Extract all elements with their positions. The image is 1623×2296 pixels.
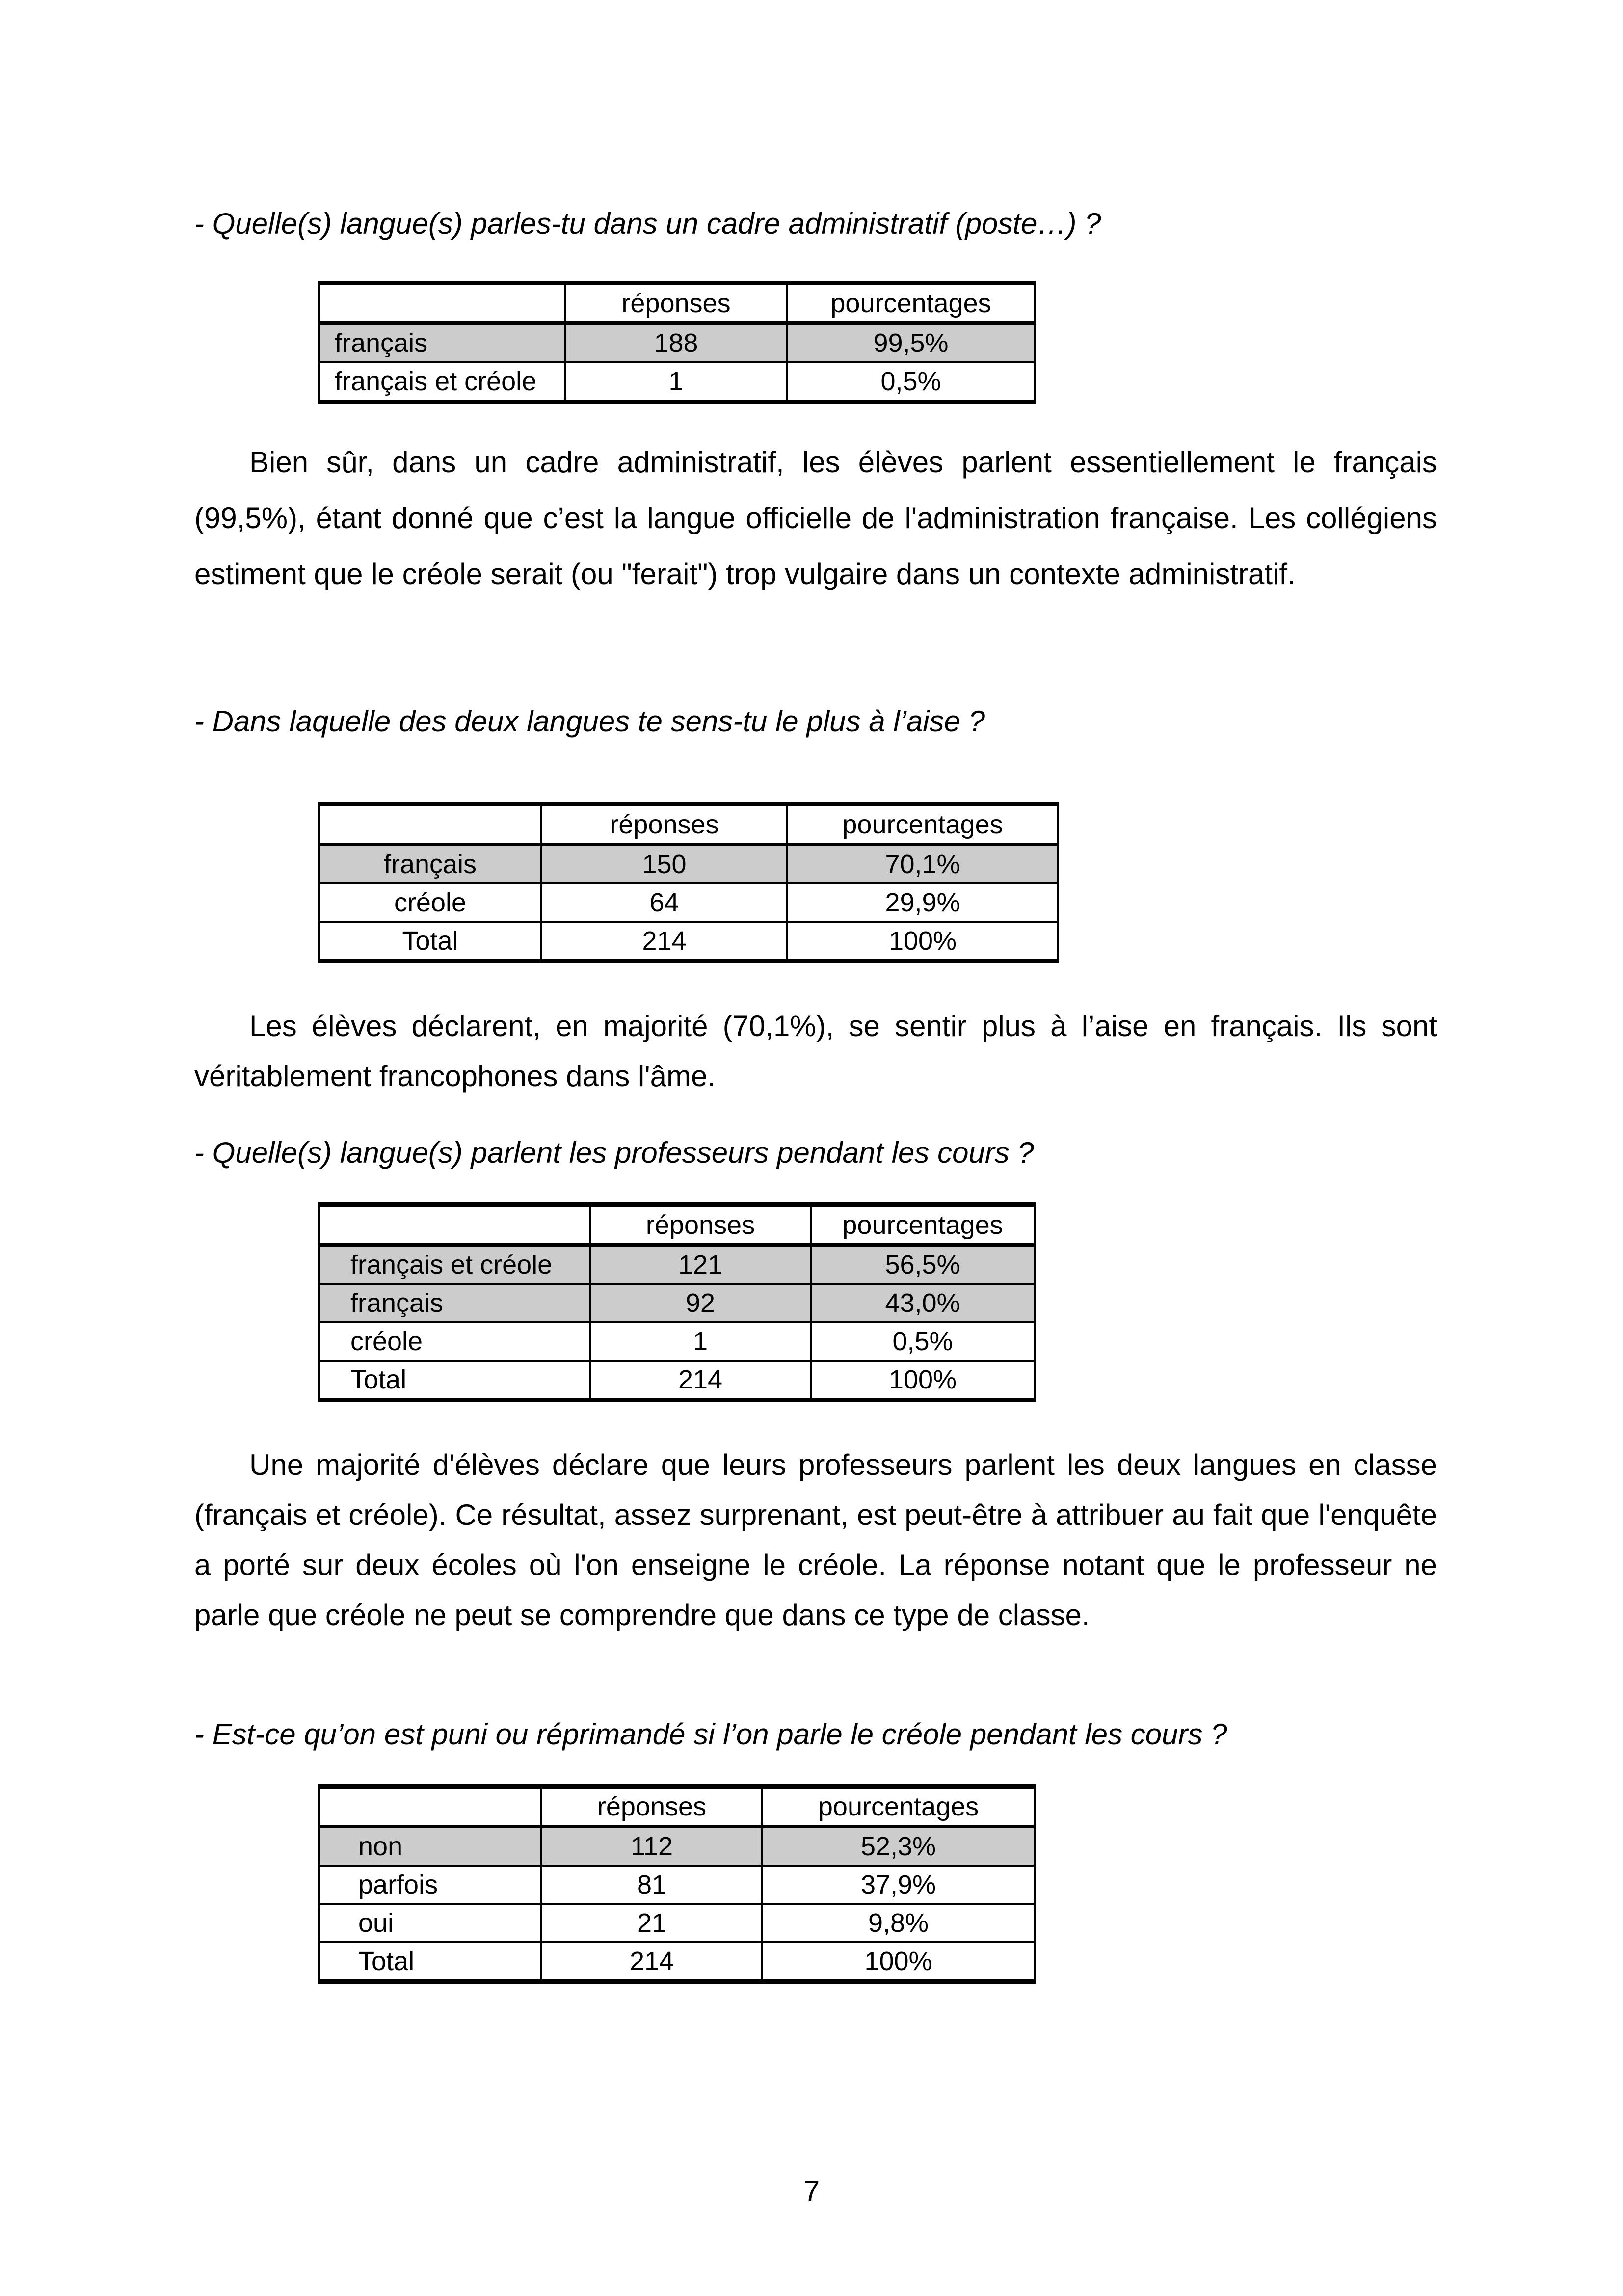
row-pourcentage: 56,5%: [811, 1245, 1035, 1284]
table-row: [319, 323, 1035, 363]
row-pourcentage: 52,3%: [762, 1827, 1035, 1866]
header-empty: [319, 1787, 541, 1827]
header-pourcentages: pourcentages: [787, 804, 1058, 845]
table-header-row: [319, 1205, 1035, 1245]
comment-teachers-language: Une majorité d'élèves déclare que leurs professeurs parlent les deux langues en classe (français et créole). Ce résultat, assez surprenant, est peut-être à attribuer au fait que l'enquête a porté sur deux écoles où l'on enseigne le créole. La réponse notant que le professeur ne parle que créole ne peut se comprendre que dans ce type de classe.: [194, 1448, 1437, 1631]
table-row: [319, 1245, 1035, 1284]
question-comfort-language: - Dans laquelle des deux langues te sens-tu le plus à l’aise ?: [194, 705, 985, 738]
row-reponses: 188: [565, 323, 787, 363]
row-label: parfois: [319, 1866, 541, 1904]
table-row: [319, 1827, 1035, 1866]
row-reponses: 150: [541, 845, 787, 884]
table-row: [319, 1904, 1035, 1942]
question-punishment: - Est-ce qu’on est puni ou réprimandé si l’on parle le créole pendant les cours ?: [194, 1718, 1227, 1751]
row-pourcentage: 37,9%: [762, 1866, 1035, 1904]
row-reponses: 64: [541, 883, 787, 922]
row-label: français: [319, 845, 541, 884]
comment-admin-language: Bien sûr, dans un cadre administratif, les élèves parlent essentiellement le français (99,5%), étant donné que c’est la langue officielle de l'administration française. Les collégiens estiment que le créole serait (ou "ferait") trop vulgaire dans un contexte administratif.: [194, 446, 1437, 590]
row-reponses: 92: [590, 1284, 811, 1322]
table-header-row: [319, 1787, 1035, 1827]
row-reponses: 112: [541, 1827, 762, 1866]
table-row: [319, 845, 1058, 884]
table-header-row: [319, 804, 1058, 845]
header-pourcentages: pourcentages: [762, 1787, 1035, 1827]
row-pourcentage: 29,9%: [787, 883, 1058, 922]
row-reponses: 81: [541, 1866, 762, 1904]
row-label: Total: [319, 1942, 541, 1982]
row-reponses: 214: [541, 922, 787, 961]
header-reponses: réponses: [541, 1787, 762, 1827]
table-row: [319, 883, 1058, 922]
row-reponses: 121: [590, 1245, 811, 1284]
row-label: français: [319, 1284, 590, 1322]
row-reponses: 21: [541, 1904, 762, 1942]
row-label: français et créole: [319, 362, 565, 402]
row-label: français et créole: [319, 1245, 590, 1284]
header-reponses: réponses: [590, 1205, 811, 1245]
row-pourcentage: 99,5%: [787, 323, 1035, 363]
header-empty: [319, 1205, 590, 1245]
row-label: oui: [319, 1904, 541, 1942]
row-pourcentage: 43,0%: [811, 1284, 1035, 1322]
table-row-total: [319, 1361, 1035, 1400]
question-teachers-language: - Quelle(s) langue(s) parlent les professeurs pendant les cours ?: [194, 1136, 1034, 1169]
row-pourcentage: 100%: [762, 1942, 1035, 1982]
table-teachers-language: [318, 1202, 1036, 1402]
table-punishment: [318, 1784, 1036, 1984]
row-label: Total: [319, 1361, 590, 1400]
header-pourcentages: pourcentages: [787, 283, 1035, 323]
header-empty: [319, 804, 541, 845]
row-reponses: 214: [590, 1361, 811, 1400]
table-row: [319, 362, 1035, 402]
table-row-total: [319, 922, 1058, 961]
row-pourcentage: 70,1%: [787, 845, 1058, 884]
table-row: [319, 1322, 1035, 1361]
table-admin-language: [318, 281, 1036, 404]
row-label: non: [319, 1827, 541, 1866]
row-label: créole: [319, 883, 541, 922]
table-comfort-language: [318, 802, 1059, 963]
row-reponses: 214: [541, 1942, 762, 1982]
table-row: [319, 1284, 1035, 1322]
header-pourcentages: pourcentages: [811, 1205, 1035, 1245]
row-pourcentage: 0,5%: [787, 362, 1035, 402]
row-pourcentage: 9,8%: [762, 1904, 1035, 1942]
row-pourcentage: 100%: [787, 922, 1058, 961]
row-label: créole: [319, 1322, 590, 1361]
table-row-total: [319, 1942, 1035, 1982]
row-reponses: 1: [565, 362, 787, 402]
row-label: français: [319, 323, 565, 363]
row-label: Total: [319, 922, 541, 961]
header-empty: [319, 283, 565, 323]
row-pourcentage: 0,5%: [811, 1322, 1035, 1361]
comment-comfort-language: Les élèves déclarent, en majorité (70,1%), se sentir plus à l’aise en français. Ils sont véritablement francophones dans l'âme.: [194, 1010, 1437, 1093]
table-header-row: [319, 283, 1035, 323]
row-pourcentage: 100%: [811, 1361, 1035, 1400]
row-reponses: 1: [590, 1322, 811, 1361]
question-admin-language: - Quelle(s) langue(s) parles-tu dans un cadre administratif (poste…) ?: [194, 207, 1101, 240]
header-reponses: réponses: [541, 804, 787, 845]
header-reponses: réponses: [565, 283, 787, 323]
page-number: 7: [803, 2175, 820, 2208]
table-row: [319, 1866, 1035, 1904]
